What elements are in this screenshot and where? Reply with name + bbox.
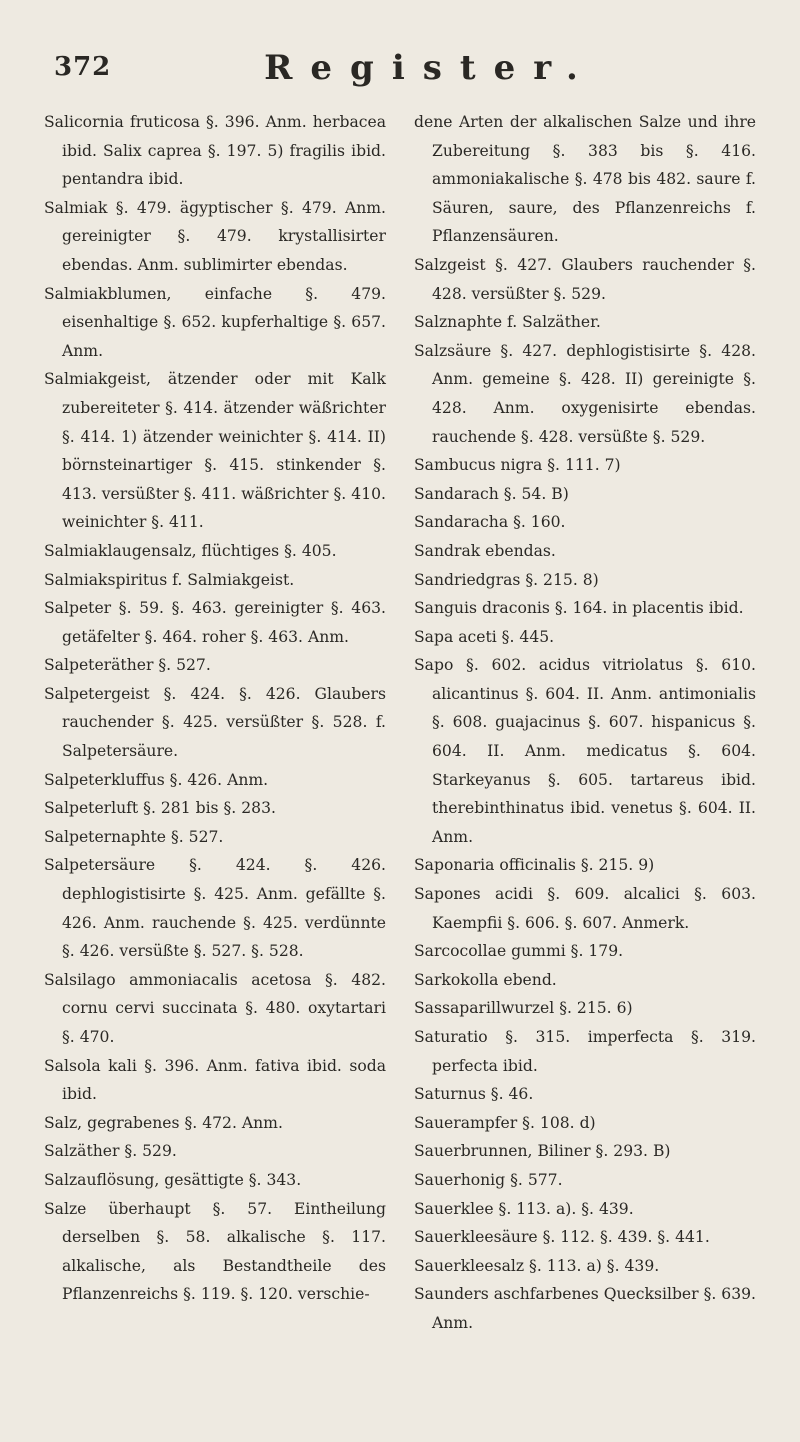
index-entry: Salmiakblumen, einfache §. 479. eisenhaltige §. 652. kupferhaltige §. 657. Anm.: [44, 284, 386, 360]
index-entry: Salmiakgeist, ätzender oder mit Kalk zubereiteter §. 414. ätzender wäßrichter §. 414. 1) ätzender weinichter §. 414. II) börnsteinartiger §. 415. stinkender §. 413. versüßter §. 411. wäßrichter §. 410. weinichter §. 411.: [44, 370, 386, 532]
index-entry: Sauerklee §. 113. a). §. 439.: [414, 1199, 634, 1218]
index-entry: Sapo §. 602. acidus vitriolatus §. 610. alicantinus §. 604. II. Anm. antimonialis §. 608. guajacinus §. 607. hispanicus §. 604. II. Anm. medicatus §. 604. Starkeyanus §. 605. tartareus ibid. therebinthinatus ibid. venetus §. 604. II. Anm.: [414, 656, 756, 846]
index-entry: Sarcocollae gummi §. 179.: [414, 942, 624, 961]
index-entry: Sauerhonig §. 577.: [414, 1170, 563, 1189]
index-entry: Sauerkleesalz §. 113. a) §. 439.: [414, 1256, 660, 1275]
index-entry: Saturatio §. 315. imperfecta §. 319. perfecta ibid.: [414, 1028, 756, 1075]
index-entry: Sapa aceti §. 445.: [414, 627, 555, 646]
index-entry: Salpetergeist §. 424. §. 426. Glaubers rauchender §. 425. versüßter §. 528. f. Salpetersäure.: [44, 684, 386, 761]
index-entry: Sandarach §. 54. B): [414, 484, 569, 503]
index-entry: Salpeternaphte §. 527.: [44, 827, 224, 846]
index-entry: Salpetersäure §. 424. §. 426. dephlogistisirte §. 425. Anm. gefällte §. 426. Anm. rauchende §. 425. verdünnte §. 426. versüßte §. 527. §. 528.: [44, 856, 386, 961]
index-entry: Salzauflösung, gesättigte §. 343.: [44, 1170, 302, 1189]
index-entry: Salmiaklaugensalz, flüchtiges §. 405.: [44, 541, 337, 560]
index-entry: Salznaphte f. Salzäther.: [414, 313, 601, 332]
index-entry: dene Arten der alkalischen Salze und ihre Zubereitung §. 383 bis §. 416. ammoniakalische §. 478 bis 482. saure f. Säuren, saure, des Pflanzenreichs f. Pflanzensäuren.: [414, 113, 756, 246]
index-columns: [44, 108, 756, 1338]
index-entry: Salze überhaupt §. 57. Eintheilung derselben §. 58. alkalische §. 117. alkalische, als Bestandtheile des Pflanzenreichs §. 119. §. 120. verschie-: [44, 1199, 386, 1304]
index-entry: Saunders aschfarbenes Quecksilber §. 639. Anm.: [414, 1285, 756, 1332]
index-entry: Sauerampfer §. 108. d): [414, 1113, 596, 1132]
running-title: Register.: [264, 48, 596, 88]
index-entry: Salzgeist §. 427. Glaubers rauchender §. 428. versüßter §. 529.: [414, 255, 756, 303]
index-entry: Salpeterluft §. 281 bis §. 283.: [44, 799, 276, 818]
index-entry: Salpeter §. 59. §. 463. gereinigter §. 463. getäfelter §. 464. roher §. 463. Anm.: [44, 599, 386, 646]
index-entry: Sandriedgras §. 215. 8): [414, 570, 599, 589]
index-entry: Sauerbrunnen, Biliner §. 293. B): [414, 1142, 671, 1161]
index-entry: Salsola kali §. 396. Anm. fativa ibid. soda ibid.: [44, 1056, 386, 1104]
index-entry: Salpeterkluffus §. 426. Anm.: [44, 770, 269, 789]
index-entry: Sambucus nigra §. 111. 7): [414, 456, 621, 475]
index-entry: Sauerkleesäure §. 112. §. 439. §. 441.: [414, 1228, 710, 1247]
index-entry: Salpeteräther §. 527.: [44, 656, 211, 675]
index-entry: Sandaracha §. 160.: [414, 513, 566, 532]
index-entry: Salzäther §. 529.: [44, 1142, 177, 1161]
index-entry: Saturnus §. 46.: [414, 1085, 534, 1104]
index-entry: Sandrak ebendas.: [414, 541, 556, 560]
page-number: 372: [54, 52, 112, 82]
index-entry: Sassaparillwurzel §. 215. 6): [414, 999, 633, 1018]
index-entry: Sapones acidi §. 609. alcalici §. 603. Kaempfii §. 606. §. 607. Anmerk.: [414, 885, 756, 932]
index-entry: Salmiakspiritus f. Salmiakgeist.: [44, 570, 295, 589]
index-entry: Sarkokolla ebend.: [414, 970, 557, 989]
index-entry: Salzsäure §. 427. dephlogistisirte §. 428. Anm. gemeine §. 428. II) gereinigte §. 428. Anm. oxygenisirte ebendas. rauchende §. 428. versüßte §. 529.: [414, 341, 756, 446]
index-entry: Sanguis draconis §. 164. in placentis ibid.: [414, 599, 744, 618]
index-entry: Salsilago ammoniacalis acetosa §. 482. cornu cervi succinata §. 480. oxytartari §. 470.: [44, 970, 386, 1046]
index-entry: Saponaria officinalis §. 215. 9): [414, 856, 655, 875]
right-column: [414, 108, 756, 1338]
index-entry: Salz, gegrabenes §. 472. Anm.: [44, 1113, 283, 1132]
index-entry: Salmiak §. 479. ägyptischer §. 479. Anm. gereinigter §. 479. krystallisirter ebendas. Anm. sublimirter ebendas.: [44, 198, 386, 274]
index-entry: Salicornia fruticosa §. 396. Anm. herbacea ibid. Salix caprea §. 197. 5) fragilis ibid. pentandra ibid.: [44, 113, 386, 189]
page-header: [44, 48, 756, 102]
left-column: [44, 108, 386, 1338]
